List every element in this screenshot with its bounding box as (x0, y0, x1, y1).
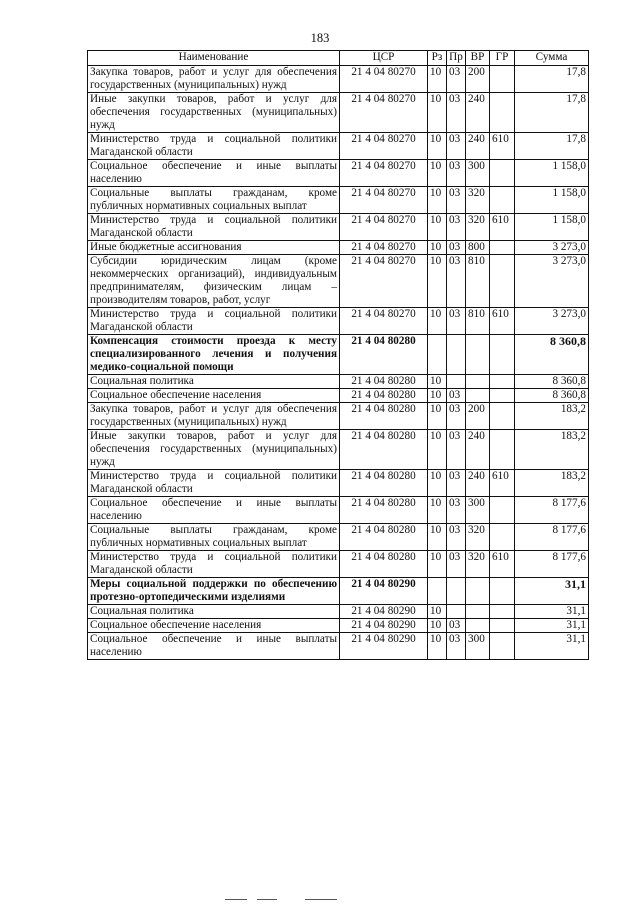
cell-csr: 21 4 04 80270 (340, 241, 428, 255)
cell-gr (490, 633, 515, 660)
table-row (88, 308, 589, 335)
cell-name: Социальное обеспечение населения (88, 389, 340, 403)
cell-rz: 10 (428, 605, 447, 619)
cell-pr (447, 605, 466, 619)
cell-sum: 8 360,8 (515, 375, 589, 389)
table-row (88, 214, 589, 241)
cell-name: Министерство труда и социальной политики Магаданской области (88, 214, 340, 241)
table-row (88, 335, 589, 375)
cell-pr: 03 (447, 133, 466, 160)
cell-csr: 21 4 04 80270 (340, 187, 428, 214)
cell-csr: 21 4 04 80280 (340, 375, 428, 389)
cell-gr (490, 375, 515, 389)
cell-gr (490, 93, 515, 133)
cell-csr: 21 4 04 80270 (340, 66, 428, 93)
cell-pr (447, 578, 466, 605)
cell-name: Иные закупки товаров, работ и услуг для обеспечения государственных (муниципальных) нужд (88, 93, 340, 133)
cell-rz: 10 (428, 241, 447, 255)
cell-sum: 1 158,0 (515, 160, 589, 187)
cell-gr (490, 187, 515, 214)
cell-csr: 21 4 04 80280 (340, 389, 428, 403)
cell-rz: 10 (428, 389, 447, 403)
cell-gr: 610 (490, 308, 515, 335)
cell-name: Социальная политика (88, 605, 340, 619)
cell-pr: 03 (447, 619, 466, 633)
cell-pr: 03 (447, 551, 466, 578)
cell-vr (466, 605, 490, 619)
cell-sum: 1 158,0 (515, 187, 589, 214)
page-number: 183 (310, 31, 330, 45)
cell-rz: 10 (428, 214, 447, 241)
cell-pr: 03 (447, 403, 466, 430)
cell-name: Закупка товаров, работ и услуг для обеспечения государственных (муниципальных) нужд (88, 66, 340, 93)
cell-csr: 21 4 04 80270 (340, 308, 428, 335)
header-gr: ГР (490, 51, 515, 66)
cell-name: Иные закупки товаров, работ и услуг для обеспечения государственных (муниципальных) нужд (88, 430, 340, 470)
cell-gr: 610 (490, 214, 515, 241)
cell-name: Меры социальной поддержки по обеспечению протезно-ортопедическими изделиями (88, 578, 340, 605)
cell-sum: 8 177,6 (515, 524, 589, 551)
cell-csr: 21 4 04 80280 (340, 497, 428, 524)
cell-rz: 10 (428, 403, 447, 430)
cell-vr (466, 375, 490, 389)
cell-vr: 240 (466, 470, 490, 497)
cell-pr: 03 (447, 389, 466, 403)
header-rz: Рз (428, 51, 447, 66)
table-row (88, 524, 589, 551)
cell-name: Социальные выплаты гражданам, кроме публичных нормативных социальных выплат (88, 524, 340, 551)
table-row (88, 93, 589, 133)
cell-sum: 31,1 (515, 633, 589, 660)
cell-name: Социальное обеспечение и иные выплаты населению (88, 160, 340, 187)
cell-rz (428, 335, 447, 375)
cell-vr: 320 (466, 187, 490, 214)
cell-pr: 03 (447, 497, 466, 524)
cell-sum: 183,2 (515, 430, 589, 470)
table-row (88, 633, 589, 660)
table-row (88, 241, 589, 255)
cell-csr: 21 4 04 80270 (340, 214, 428, 241)
cell-pr: 03 (447, 470, 466, 497)
cell-name: Социальное обеспечение населения (88, 619, 340, 633)
cell-vr: 800 (466, 241, 490, 255)
cell-gr (490, 66, 515, 93)
cell-pr: 03 (447, 241, 466, 255)
cell-pr: 03 (447, 214, 466, 241)
cell-sum: 17,8 (515, 66, 589, 93)
cell-name: Социальное обеспечение и иные выплаты населению (88, 633, 340, 660)
cell-pr: 03 (447, 255, 466, 308)
footer-rule (225, 899, 345, 900)
cell-sum: 8 360,8 (515, 389, 589, 403)
cell-vr: 300 (466, 160, 490, 187)
cell-vr: 810 (466, 308, 490, 335)
cell-name: Министерство труда и социальной политики Магаданской области (88, 308, 340, 335)
cell-name: Социальная политика (88, 375, 340, 389)
cell-csr: 21 4 04 80280 (340, 524, 428, 551)
cell-vr: 320 (466, 524, 490, 551)
cell-csr: 21 4 04 80270 (340, 160, 428, 187)
cell-name: Иные бюджетные ассигнования (88, 241, 340, 255)
cell-rz: 10 (428, 375, 447, 389)
cell-gr (490, 619, 515, 633)
cell-vr: 240 (466, 430, 490, 470)
cell-rz: 10 (428, 93, 447, 133)
cell-gr: 610 (490, 551, 515, 578)
cell-gr (490, 605, 515, 619)
header-sum: Сумма (515, 51, 589, 66)
table-row (88, 497, 589, 524)
cell-rz: 10 (428, 66, 447, 93)
cell-csr: 21 4 04 80290 (340, 578, 428, 605)
table-row (88, 66, 589, 93)
cell-csr: 21 4 04 80270 (340, 133, 428, 160)
cell-rz: 10 (428, 430, 447, 470)
table-row (88, 619, 589, 633)
budget-table (87, 50, 589, 660)
cell-vr (466, 578, 490, 605)
cell-pr: 03 (447, 524, 466, 551)
cell-name: Компенсация стоимости проезда к месту специализированного лечения и получения медико-социальной помощи (88, 335, 340, 375)
header-pr: Пр (447, 51, 466, 66)
cell-csr: 21 4 04 80280 (340, 470, 428, 497)
cell-name: Субсидии юридическим лицам (кроме некоммерческих организаций), индивидуальным предпринимателям, физическим лицам – производителям товаров, работ, услуг (88, 255, 340, 308)
cell-pr: 03 (447, 430, 466, 470)
cell-name: Министерство труда и социальной политики Магаданской области (88, 133, 340, 160)
cell-name: Закупка товаров, работ и услуг для обеспечения государственных (муниципальных) нужд (88, 403, 340, 430)
cell-vr: 240 (466, 93, 490, 133)
cell-rz: 10 (428, 187, 447, 214)
cell-rz: 10 (428, 160, 447, 187)
cell-pr: 03 (447, 160, 466, 187)
table-row (88, 389, 589, 403)
cell-sum: 31,1 (515, 578, 589, 605)
header-vr: ВР (466, 51, 490, 66)
cell-rz: 10 (428, 470, 447, 497)
cell-sum: 31,1 (515, 605, 589, 619)
cell-pr (447, 375, 466, 389)
cell-rz: 10 (428, 255, 447, 308)
cell-name: Социальное обеспечение и иные выплаты населению (88, 497, 340, 524)
cell-csr: 21 4 04 80270 (340, 93, 428, 133)
cell-vr (466, 335, 490, 375)
table-row (88, 187, 589, 214)
cell-rz (428, 578, 447, 605)
cell-gr: 610 (490, 133, 515, 160)
cell-sum: 3 273,0 (515, 255, 589, 308)
cell-pr: 03 (447, 187, 466, 214)
cell-gr (490, 524, 515, 551)
table-row (88, 133, 589, 160)
cell-sum: 3 273,0 (515, 308, 589, 335)
cell-gr (490, 389, 515, 403)
cell-sum: 3 273,0 (515, 241, 589, 255)
cell-vr: 200 (466, 66, 490, 93)
cell-sum: 1 158,0 (515, 214, 589, 241)
cell-gr (490, 335, 515, 375)
cell-vr (466, 389, 490, 403)
table-header-row (88, 51, 589, 66)
cell-sum: 8 177,6 (515, 497, 589, 524)
cell-rz: 10 (428, 633, 447, 660)
cell-gr (490, 578, 515, 605)
cell-rz: 10 (428, 619, 447, 633)
cell-name: Социальные выплаты гражданам, кроме публичных нормативных социальных выплат (88, 187, 340, 214)
cell-gr (490, 255, 515, 308)
cell-sum: 17,8 (515, 133, 589, 160)
table-row (88, 430, 589, 470)
table-row (88, 470, 589, 497)
table-row (88, 403, 589, 430)
cell-pr: 03 (447, 93, 466, 133)
cell-csr: 21 4 04 80280 (340, 430, 428, 470)
cell-rz: 10 (428, 551, 447, 578)
cell-vr: 200 (466, 403, 490, 430)
cell-gr (490, 430, 515, 470)
cell-vr (466, 619, 490, 633)
cell-csr: 21 4 04 80280 (340, 335, 428, 375)
cell-pr (447, 335, 466, 375)
cell-sum: 17,8 (515, 93, 589, 133)
cell-rz: 10 (428, 524, 447, 551)
table-row (88, 551, 589, 578)
cell-vr: 300 (466, 497, 490, 524)
cell-vr: 320 (466, 551, 490, 578)
cell-name: Министерство труда и социальной политики Магаданской области (88, 551, 340, 578)
cell-sum: 183,2 (515, 470, 589, 497)
cell-csr: 21 4 04 80280 (340, 551, 428, 578)
cell-sum: 183,2 (515, 403, 589, 430)
cell-csr: 21 4 04 80280 (340, 403, 428, 430)
cell-gr (490, 241, 515, 255)
cell-csr: 21 4 04 80290 (340, 633, 428, 660)
cell-rz: 10 (428, 133, 447, 160)
cell-csr: 21 4 04 80290 (340, 605, 428, 619)
table-row (88, 605, 589, 619)
cell-vr: 300 (466, 633, 490, 660)
cell-sum: 31,1 (515, 619, 589, 633)
table-row (88, 375, 589, 389)
table-body (88, 66, 589, 660)
cell-vr: 320 (466, 214, 490, 241)
cell-pr: 03 (447, 308, 466, 335)
cell-sum: 8 360,8 (515, 335, 589, 375)
cell-pr: 03 (447, 66, 466, 93)
table-row (88, 160, 589, 187)
header-name: Наименование (88, 51, 340, 66)
cell-gr: 610 (490, 470, 515, 497)
cell-gr (490, 497, 515, 524)
cell-name: Министерство труда и социальной политики Магаданской области (88, 470, 340, 497)
cell-sum: 8 177,6 (515, 551, 589, 578)
cell-vr: 240 (466, 133, 490, 160)
cell-pr: 03 (447, 633, 466, 660)
cell-gr (490, 403, 515, 430)
cell-rz: 10 (428, 497, 447, 524)
table-row (88, 578, 589, 605)
table-row (88, 255, 589, 308)
cell-csr: 21 4 04 80270 (340, 255, 428, 308)
header-csr: ЦСР (340, 51, 428, 66)
cell-csr: 21 4 04 80290 (340, 619, 428, 633)
cell-gr (490, 160, 515, 187)
cell-rz: 10 (428, 308, 447, 335)
cell-vr: 810 (466, 255, 490, 308)
